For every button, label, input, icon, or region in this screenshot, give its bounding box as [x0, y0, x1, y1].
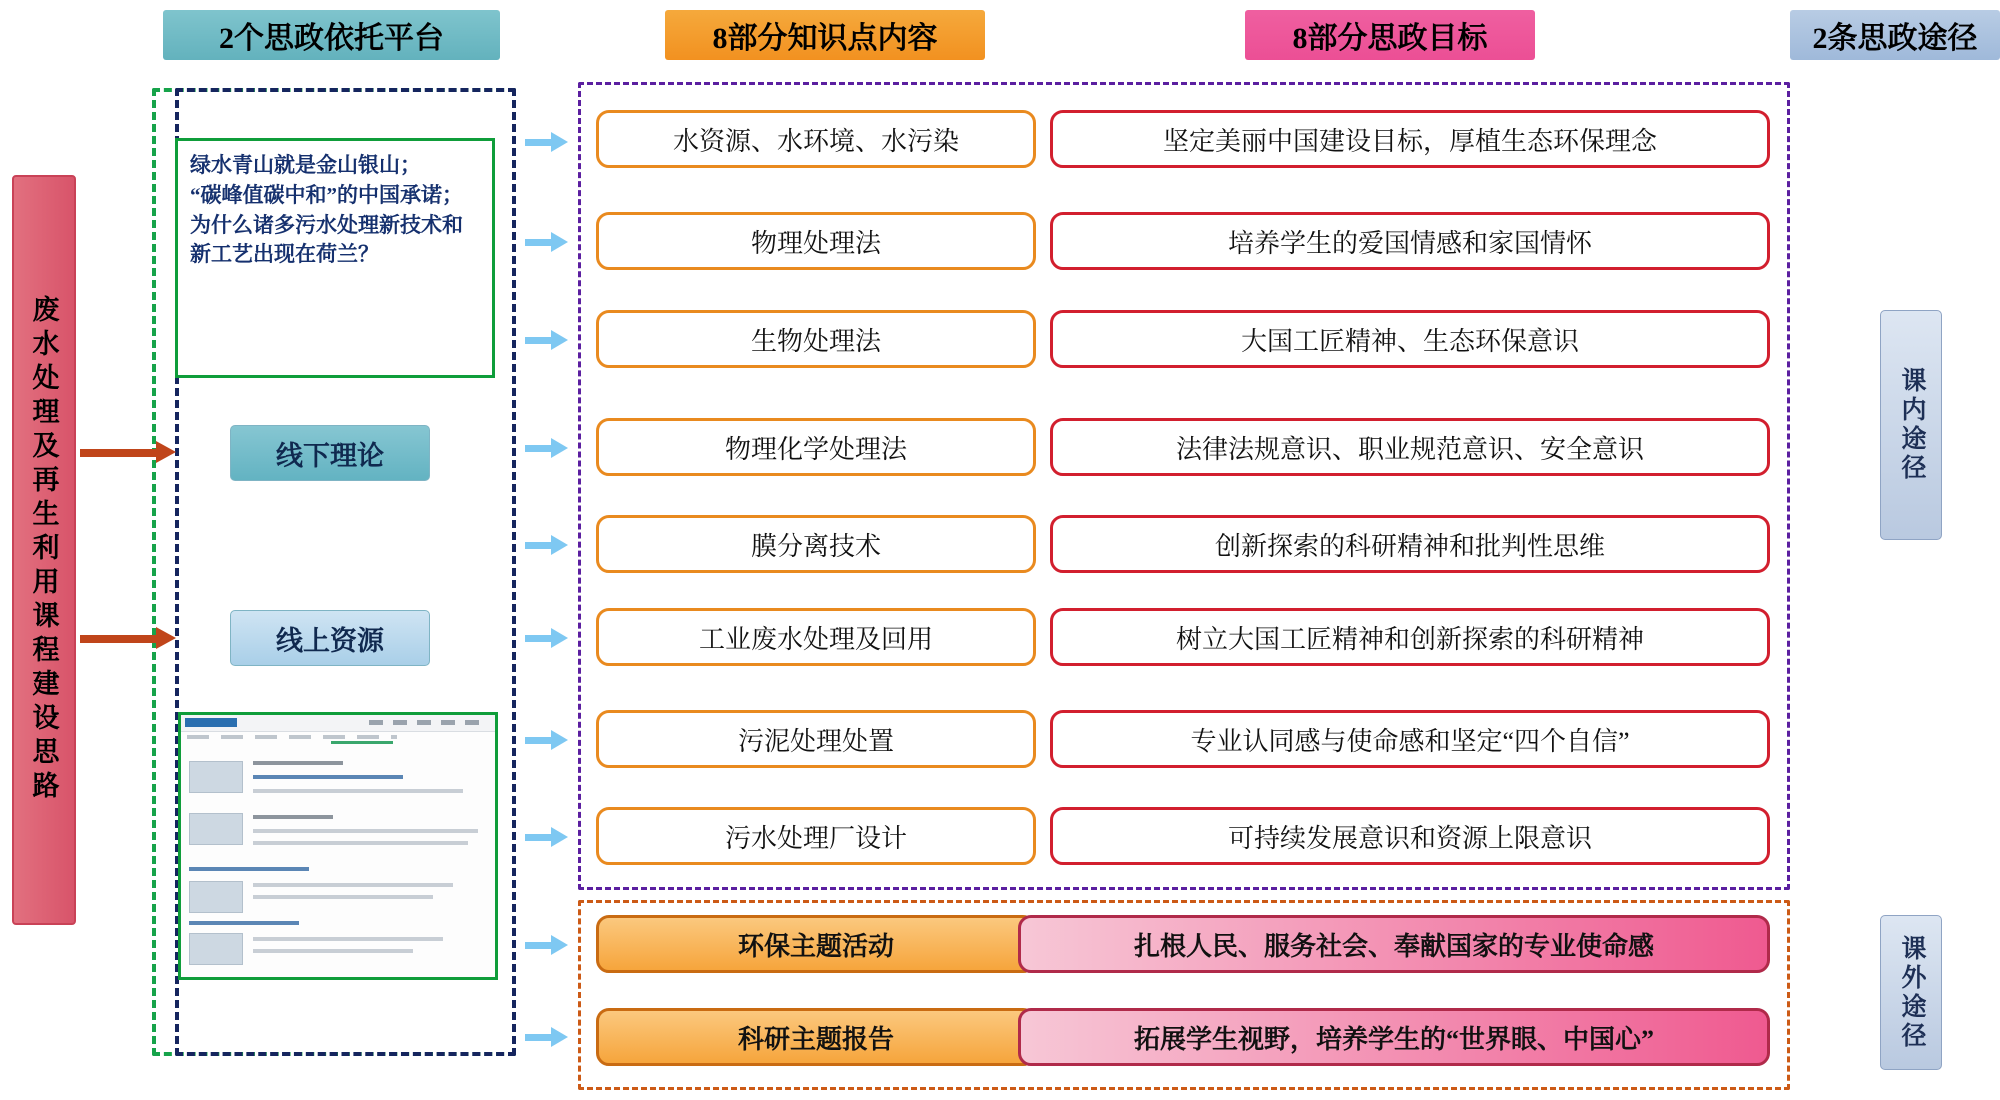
- mooc-active-tab-underline: [331, 741, 393, 744]
- mooc-section-title: [253, 761, 343, 765]
- platform-online-resource[interactable]: 线上资源: [230, 610, 430, 666]
- mooc-logo: [185, 718, 237, 727]
- mooc-nav-links: [369, 720, 489, 725]
- header-chip-goals: 8部分思政目标: [1245, 10, 1535, 60]
- knowledge-point-5[interactable]: 膜分离技术: [596, 515, 1036, 573]
- knowledge-point-10[interactable]: 科研主题报告: [596, 1008, 1036, 1066]
- mooc-tab-row: [187, 735, 397, 739]
- mooc-text-line: [253, 895, 433, 899]
- mooc-item-link: [189, 867, 309, 871]
- note-line-3: 为什么诸多污水处理新技术和新工艺出现在荷兰？: [190, 212, 463, 267]
- mooc-text-line: [253, 883, 453, 887]
- knowledge-point-2[interactable]: 物理处理法: [596, 212, 1036, 270]
- knowledge-point-3[interactable]: 生物处理法: [596, 310, 1036, 368]
- guiding-questions-box: [175, 138, 495, 378]
- arrow-knowledge-9: [525, 938, 571, 952]
- in-class-group-container: [578, 82, 1790, 890]
- mooc-text-line: [253, 841, 468, 845]
- goal-4[interactable]: 法律法规意识、职业规范意识、安全意识: [1050, 418, 1770, 476]
- goal-6[interactable]: 树立大国工匠精神和创新探索的科研精神: [1050, 608, 1770, 666]
- arrow-knowledge-3: [525, 333, 571, 347]
- mooc-section-title: [253, 815, 333, 819]
- mooc-text-line: [253, 949, 413, 953]
- goal-10[interactable]: 拓展学生视野，培养学生的“世界眼、中国心”: [1018, 1008, 1770, 1066]
- goal-8[interactable]: 可持续发展意识和资源上限意识: [1050, 807, 1770, 865]
- knowledge-point-1[interactable]: 水资源、水环境、水污染: [596, 110, 1036, 168]
- arrow-knowledge-2: [525, 235, 571, 249]
- route-out-class[interactable]: 课外途径: [1880, 915, 1942, 1070]
- note-line-2: “碳峰值碳中和”的中国承诺；: [190, 182, 463, 207]
- arrow-knowledge-7: [525, 733, 571, 747]
- header-chip-knowledge: 8部分知识点内容: [665, 10, 985, 60]
- note-line-1: 绿水青山就是金山银山；: [190, 153, 421, 177]
- knowledge-point-9[interactable]: 环保主题活动: [596, 915, 1036, 973]
- goal-5[interactable]: 创新探索的科研精神和批判性思维: [1050, 515, 1770, 573]
- arrow-knowledge-5: [525, 538, 571, 552]
- mooc-screenshot: [178, 712, 498, 980]
- mooc-thumbnail: [189, 813, 243, 845]
- knowledge-point-8[interactable]: 污水处理厂设计: [596, 807, 1036, 865]
- arrow-knowledge-8: [525, 830, 571, 844]
- mooc-thumbnail: [189, 933, 243, 965]
- arrow-to-offline-platform: [80, 444, 180, 460]
- knowledge-point-4[interactable]: 物理化学处理法: [596, 418, 1036, 476]
- mooc-item-link: [253, 775, 403, 779]
- goal-7[interactable]: 专业认同感与使命感和坚定“四个自信”: [1050, 710, 1770, 768]
- arrow-to-online-platform: [80, 630, 180, 646]
- mooc-thumbnail: [189, 761, 243, 793]
- goal-9[interactable]: 扎根人民、服务社会、奉献国家的专业使命感: [1018, 915, 1770, 973]
- arrow-knowledge-4: [525, 441, 571, 455]
- goal-2[interactable]: 培养学生的爱国情感和家国情怀: [1050, 212, 1770, 270]
- route-in-class[interactable]: 课内途径: [1880, 310, 1942, 540]
- goal-3[interactable]: 大国工匠精神、生态环保意识: [1050, 310, 1770, 368]
- arrow-knowledge-1: [525, 135, 571, 149]
- mooc-thumbnail: [189, 881, 243, 913]
- knowledge-point-7[interactable]: 污泥处理处置: [596, 710, 1036, 768]
- mooc-text-line: [253, 829, 478, 833]
- arrow-knowledge-6: [525, 631, 571, 645]
- header-chip-platforms: 2个思政依托平台: [163, 10, 500, 60]
- header-chip-routes: 2条思政途径: [1790, 10, 2000, 60]
- platform-offline-theory[interactable]: 线下理论: [230, 425, 430, 481]
- mooc-text-line: [253, 937, 443, 941]
- goal-1[interactable]: 坚定美丽中国建设目标，厚植生态环保理念: [1050, 110, 1770, 168]
- mooc-header-bar: [181, 715, 495, 732]
- arrow-knowledge-10: [525, 1030, 571, 1044]
- knowledge-point-6[interactable]: 工业废水处理及回用: [596, 608, 1036, 666]
- mooc-text-line: [253, 789, 463, 793]
- course-title-banner: 废水处理及再生利用课程建设思路: [12, 175, 76, 925]
- mooc-item-link: [189, 921, 299, 925]
